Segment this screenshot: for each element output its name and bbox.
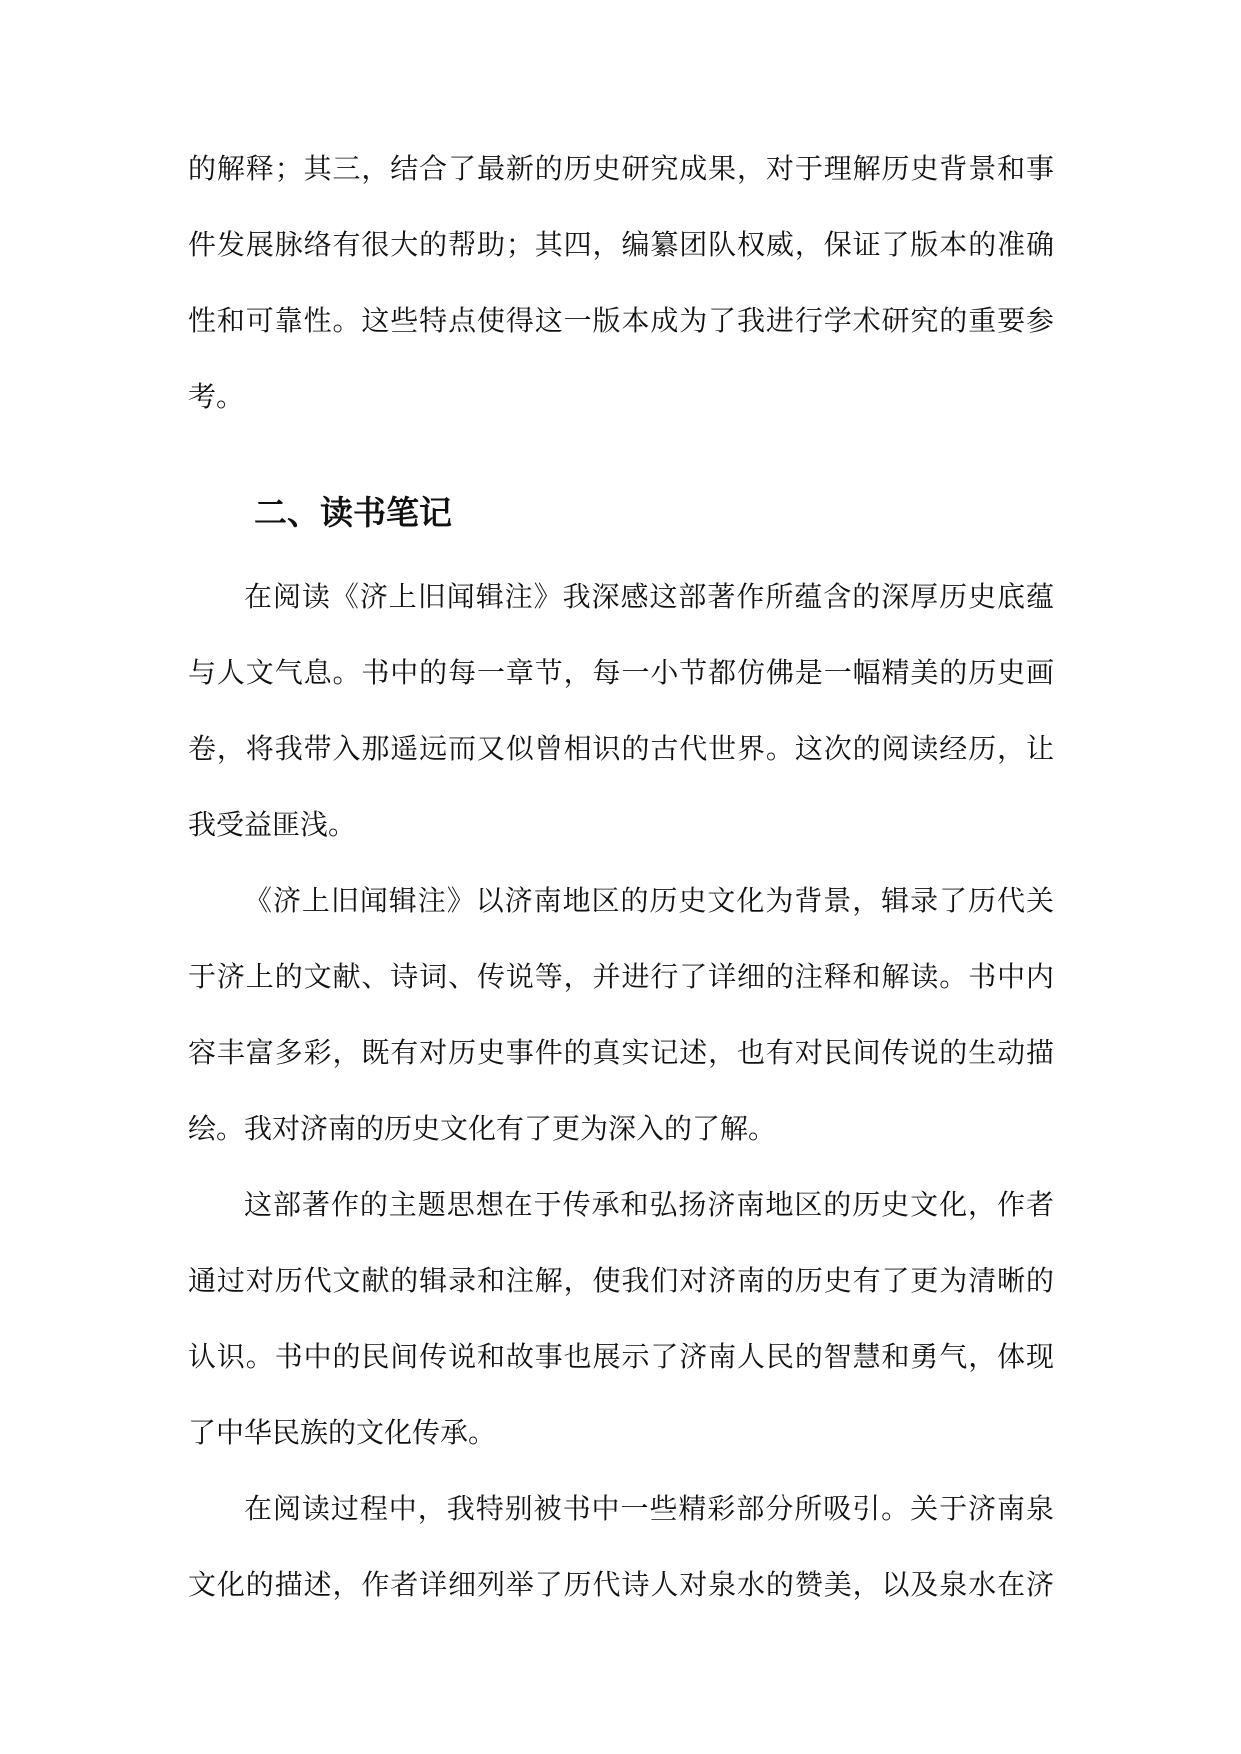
paragraph-line: 性和可靠性。这些特点使得这一版本成为了我进行学术研究的重要参 <box>188 304 1054 337</box>
paragraph-line: 《济上旧闻辑注》以济南地区的历史文化为背景，辑录了历代关 <box>244 884 1054 917</box>
paragraph-line: 了中华民族的文化传承。 <box>188 1416 497 1449</box>
paragraph-line: 件发展脉络有很大的帮助；其四，编纂团队权威，保证了版本的准确 <box>188 228 1054 261</box>
paragraph-line: 绘。我对济南的历史文化有了更为深入的了解。 <box>188 1112 777 1145</box>
paragraph-line: 通过对历代文献的辑录和注解，使我们对济南的历史有了更为清晰的 <box>188 1264 1054 1297</box>
paragraph-line: 这部著作的主题思想在于传承和弘扬济南地区的历史文化，作者 <box>244 1188 1054 1221</box>
paragraph-line: 容丰富多彩，既有对历史事件的真实记述，也有对民间传说的生动描 <box>188 1036 1054 1069</box>
paragraph-3 <box>188 1167 1054 1471</box>
paragraph-line: 与人文气息。书中的每一章节，每一小节都仿佛是一幅精美的历史画 <box>188 656 1054 689</box>
paragraph-1 <box>188 559 1054 863</box>
continued-paragraph <box>188 131 1054 435</box>
paragraph-line: 考。 <box>188 380 245 413</box>
paragraph-4 <box>188 1471 1054 1623</box>
paragraph-line: 于济上的文献、诗词、传说等，并进行了详细的注释和解读。书中内 <box>188 960 1054 993</box>
paragraph-line: 我受益匪浅。 <box>188 808 357 841</box>
paragraph-line: 的解释；其三，结合了最新的历史研究成果，对于理解历史背景和事 <box>188 152 1054 185</box>
document-page <box>188 131 1054 1623</box>
section-heading: 二、读书笔记 <box>254 493 452 532</box>
paragraph-line: 卷，将我带入那遥远而又似曾相识的古代世界。这次的阅读经历，让 <box>188 732 1054 765</box>
paragraph-2 <box>188 863 1054 1167</box>
paragraph-line: 认识。书中的民间传说和故事也展示了济南人民的智慧和勇气，体现 <box>188 1340 1054 1373</box>
paragraph-line: 在阅读过程中，我特别被书中一些精彩部分所吸引。关于济南泉 <box>244 1492 1054 1525</box>
paragraph-line: 文化的描述，作者详细列举了历代诗人对泉水的赞美，以及泉水在济 <box>188 1568 1054 1601</box>
paragraph-line: 在阅读《济上旧闻辑注》我深感这部著作所蕴含的深厚历史底蕴 <box>244 580 1054 613</box>
